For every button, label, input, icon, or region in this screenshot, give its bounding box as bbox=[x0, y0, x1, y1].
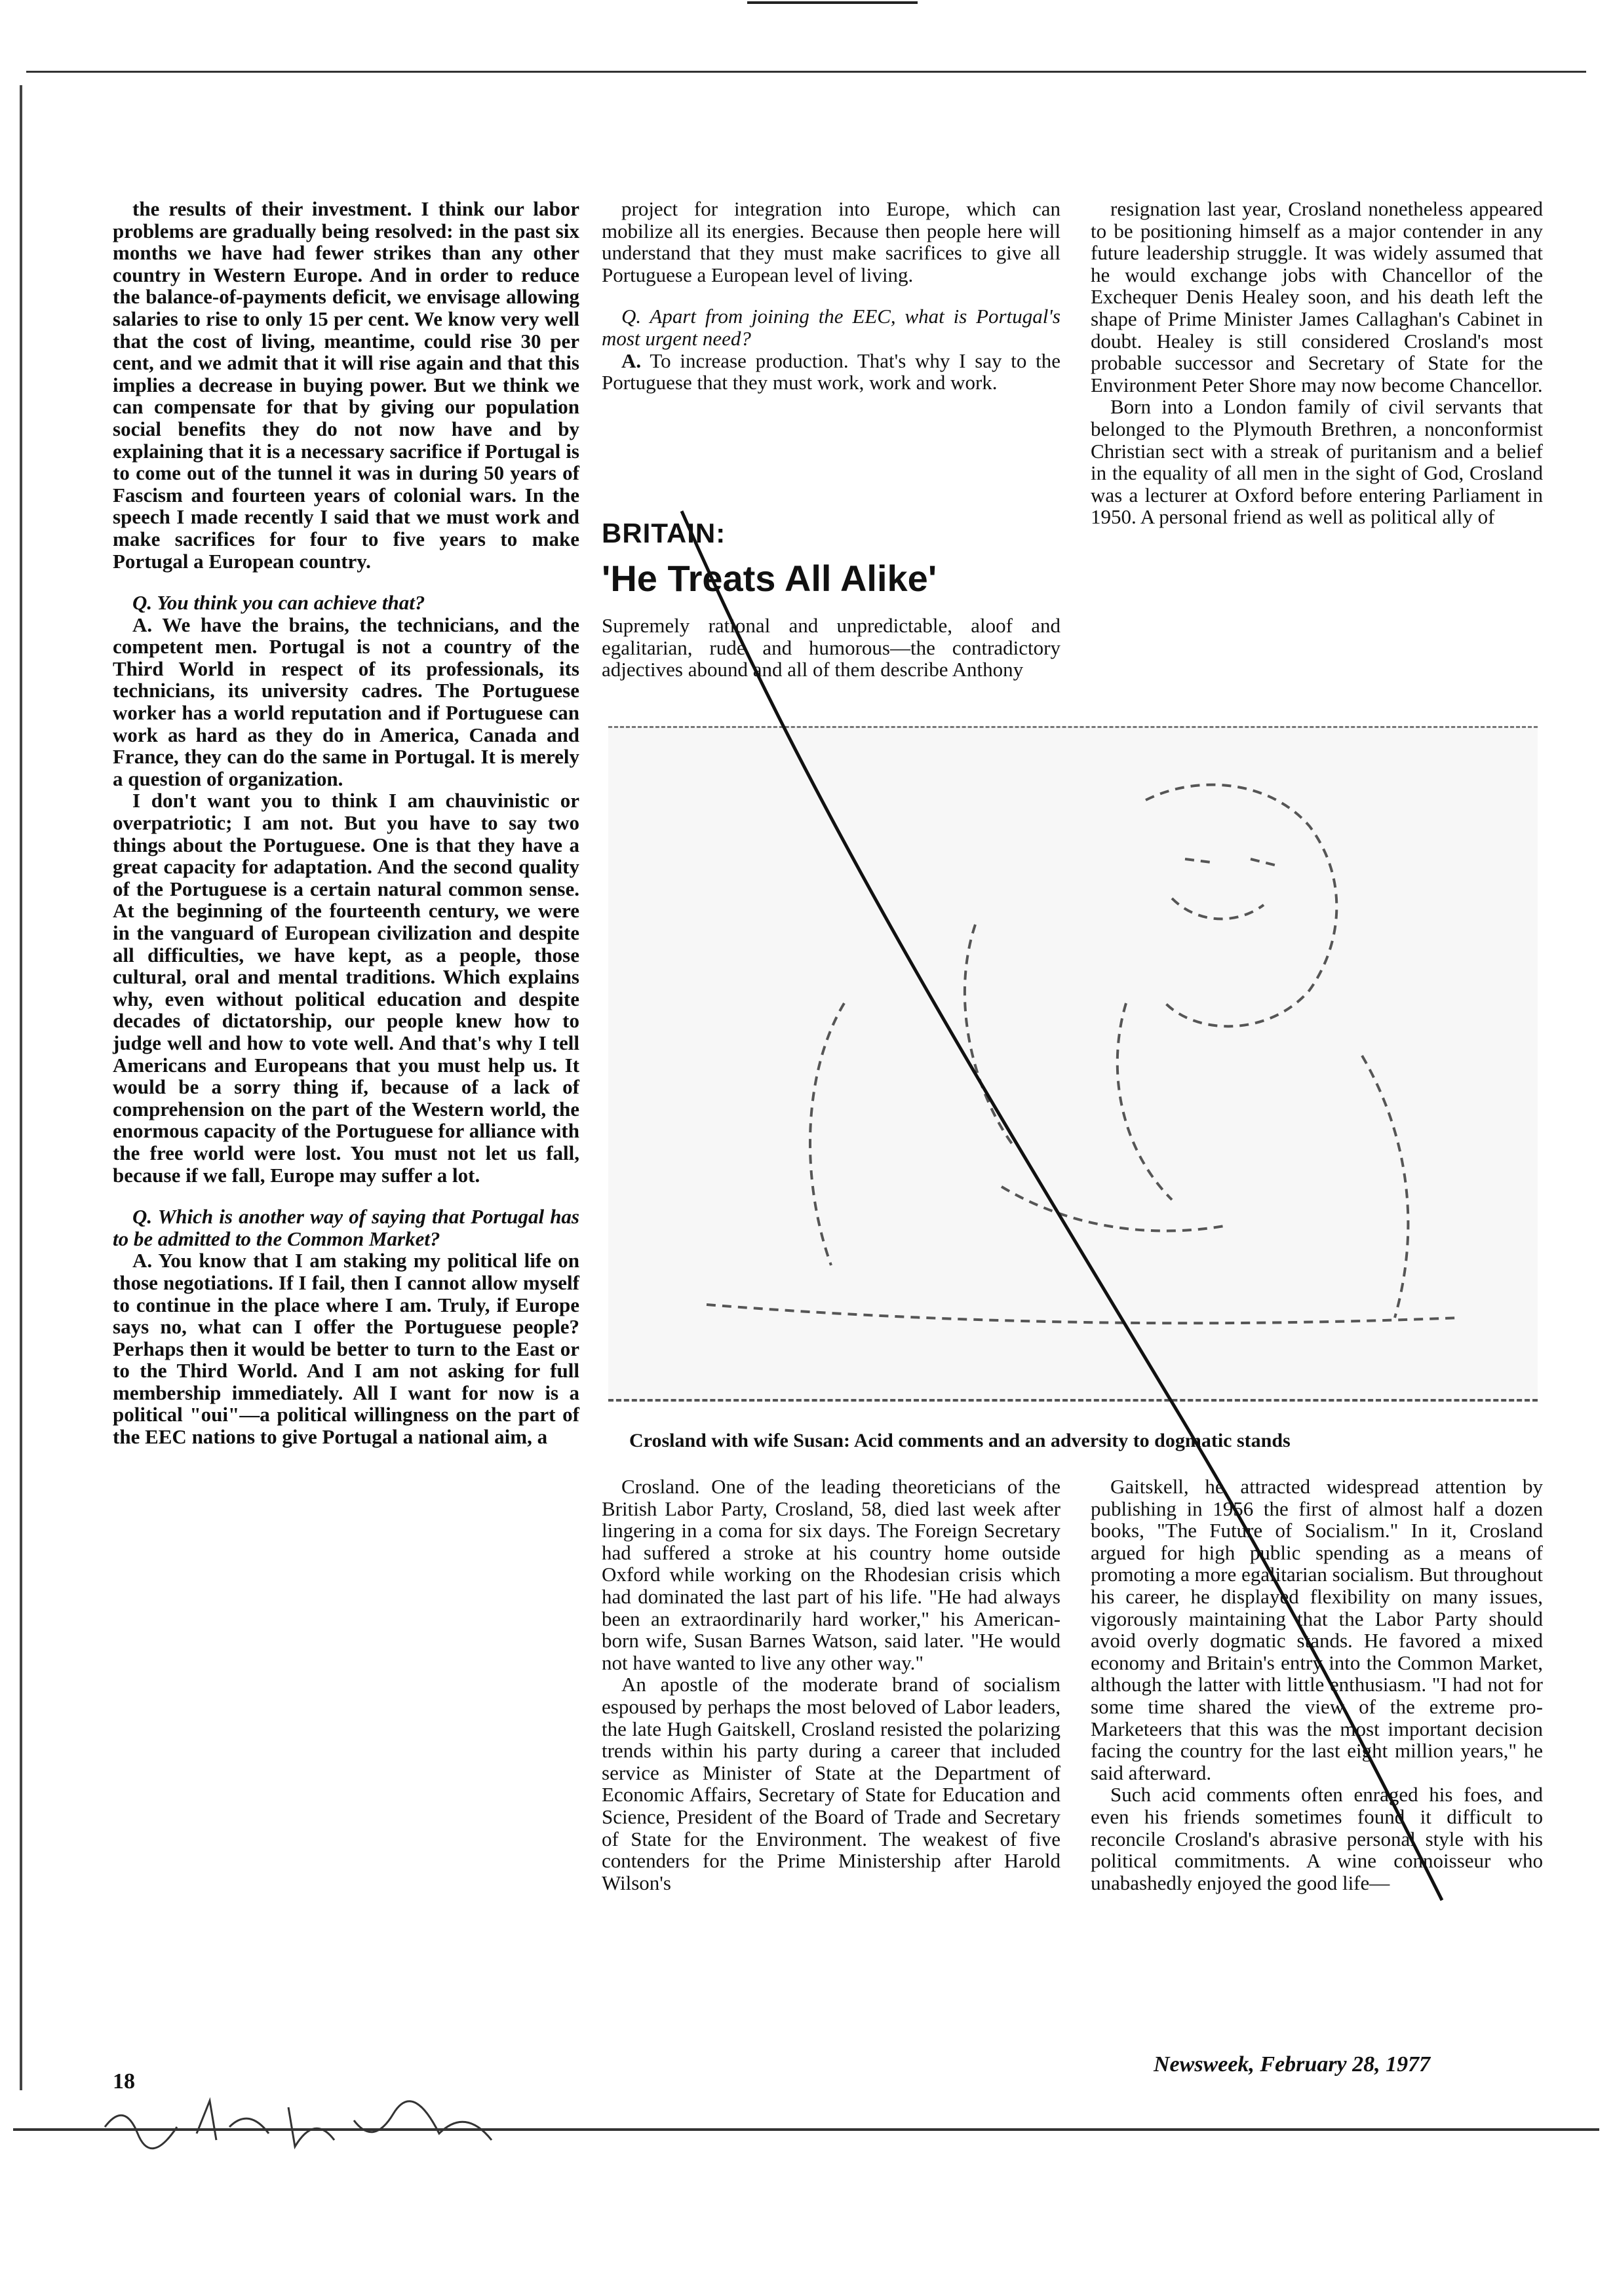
column-3-bottom bbox=[1091, 1476, 1543, 1894]
question: Q. Which is another way of saying that Portugal has to be admitted to the Common Market? bbox=[113, 1205, 579, 1250]
paragraph: An apostle of the moderate brand of socialism espoused by perhaps the most beloved of Labor leaders, the late Hugh Gaitskell, Crosland resisted the polarizing trends within his party during a career that included service as Minister of State at the Department of Economic Affairs, Secretary of State for Education and Science, President of the Board of Trade and Secretary of State for the Environment. The weakest of five contenders for the Prime Ministership after Harold Wilson's bbox=[602, 1673, 1060, 1894]
column-3-top bbox=[1091, 198, 1543, 528]
column-1 bbox=[113, 198, 579, 1448]
paragraph: Born into a London family of civil servants that belonged to the Plymouth Brethren, a nonconformist Christian sect with a streak of puritanism and a belief in the equality of all men in the sight of God, Crosland was a lecturer at Oxford before entering Parliament in 1950. A personal friend as well as political ally of bbox=[1091, 395, 1543, 529]
answer-label: A. bbox=[132, 1249, 153, 1272]
answer-label: A. bbox=[621, 349, 642, 372]
answer bbox=[113, 614, 579, 790]
top-rule bbox=[26, 71, 1586, 73]
paragraph: the results of their investment. I think our labor problems are gradually being resolved: in the past six months we have had fewer strikes than any other country in Western Europe. And in order to reduce the balance-of-payments deficit, we envisage allowing salaries to rise to only 15 per cent. We know very well that the cost of living, meantime, could rise 30 per cent, and we admit that it will rise again and that this implies a decrease in buying power. But we think we can compensate for that by giving our population social benefits they do not now have and by explaining that it is a necessary sacrifice if Portugal is to come out of the tunnel it was in during 50 years of Fascism and fourteen years of colonial wars. In the speech I made recently I said that we must work and make sacrifices for four to five years to make Portugal a European country. bbox=[113, 197, 579, 573]
paragraph: project for integration into Europe, which can mobilize all its energies. Because then people here will understand that they must make sacrifices to give all Portuguese a European level of living. bbox=[602, 197, 1060, 286]
answer-label: A. bbox=[132, 613, 153, 636]
answer-text: You know that I am staking my political life on those negotiations. If I fail, then I cannot allow myself to continue in the place where I am. Truly, if Europe says no, what can I offer the Portuguese people? Perhaps then it would be better to turn to the East or to the Third World. And I am not asking for full membership immediately. All I want for now is a political "oui"—a political willingness on the part of the EEC nations to give Portugal a national aim, a bbox=[113, 1249, 579, 1449]
photo-illustration bbox=[608, 728, 1538, 1399]
top-edge-mark bbox=[747, 1, 918, 4]
column-2-top bbox=[602, 198, 1060, 394]
handwritten-signature bbox=[98, 2088, 505, 2160]
answer-text: We have the brains, the technicians, and the competent men. Portugal is not a country of the Third World in respect of its professionals, its technicians, its university cadres. The Portuguese worker has a world reputation and if Portuguese can work as hard as they do in America, Canada and France, they can do the same in Portugal. It is merely a question of organization. bbox=[113, 613, 579, 790]
answer bbox=[113, 1250, 579, 1447]
answer-text: To increase production. That's why I say to the Portuguese that they must work, work and work. bbox=[602, 349, 1060, 394]
paragraph: resignation last year, Crosland nonetheless appeared to be positioning himself as a major contender in any future leadership struggle. It was widely assumed that he would exchange jobs with Chancellor of the Exchequer Denis Healey soon, and his death left the shape of Prime Minister James Callaghan's Cabinet in doubt. Healey is still considered Crosland's most probable successor and Secretary of State for the Environment Peter Shore may now become Chancellor. bbox=[1091, 197, 1543, 396]
article-headline: 'He Treats All Alike' bbox=[602, 558, 937, 599]
page-number: 18 bbox=[113, 2069, 135, 2094]
paragraph: Crosland. One of the leading theoreticians of the British Labor Party, Crosland, 58, died last week after lingering in a coma for six days. The Foreign Secretary had suffered a stroke at his country home outside Oxford while working on the Rhodesian crisis which had dominated the last part of his life. "He had always been an extraordinarily hard worker," his American-born wife, Susan Barnes Watson, said later. "He would not have wanted to live any other way." bbox=[602, 1475, 1060, 1674]
article-lede: Supremely rational and unpredictable, aloof and egalitarian, rude and humorous—the contradictory adjectives abound and all of them describe Anthony bbox=[602, 614, 1060, 681]
question: Q. You think you can achieve that? bbox=[132, 591, 425, 615]
margin-mark bbox=[20, 85, 22, 2090]
photo bbox=[608, 726, 1538, 1402]
question: Q. Apart from joining the EEC, what is Portugal's most urgent need? bbox=[602, 305, 1060, 350]
bottom-rule bbox=[13, 2128, 1599, 2131]
answer bbox=[602, 350, 1060, 394]
publication-footer: Newsweek, February 28, 1977 bbox=[1154, 2052, 1431, 2076]
paragraph: Gaitskell, he attracted widespread attention by publishing in 1956 the first of almost half a dozen books, "The Future of Socialism." In it, Crosland argued for high public spending as a means of promoting a more egalitarian socialism. But throughout his career, he displayed flexibility on many issues, vigorously maintaining that the Labor Party should avoid overly dogmatic stands. He favored a mixed economy and Britain's entry into the Common Market, although the latter with little enthusiasm. "I had not for some time shared the view of the extreme pro-Marketeers that this was the most important decision facing the country for the last eight million years," he said afterward. bbox=[1091, 1475, 1543, 1784]
paragraph: Such acid comments often enraged his foes, and even his friends sometimes found it difficult to reconcile Crosland's abrasive personal style with his political commitments. A wine connoisseur who unabashedly enjoyed the good life— bbox=[1091, 1783, 1543, 1894]
column-2-bottom bbox=[602, 1476, 1060, 1894]
paragraph: I don't want you to think I am chauvinistic or overpatriotic; I am not. But you have to say two things about the Portuguese. One is that they have a great capacity for adaptation. And the second quality of the Portuguese is a certain natural common sense. At the beginning of the fourteenth century, we were in the vanguard of European civilization and despite all difficulties, we have kept, as a people, those cultural, oral and mental traditions. Which explains why, even without political education and despite decades of dictatorship, our people knew how to judge well and how to vote well. And that's why I tell Americans and Europeans that you must help us. It would be a sorry thing if, because of a lack of comprehension on the part of the Western world, the enormous capacity of the Portuguese for alliance with the free world were lost. You must not let us fall, because if we fall, Europe may suffer a lot. bbox=[113, 789, 579, 1187]
section-kicker: BRITAIN: bbox=[602, 518, 726, 548]
photo-caption: Crosland with wife Susan: Acid comments and an adversity to dogmatic stands bbox=[629, 1430, 1291, 1451]
